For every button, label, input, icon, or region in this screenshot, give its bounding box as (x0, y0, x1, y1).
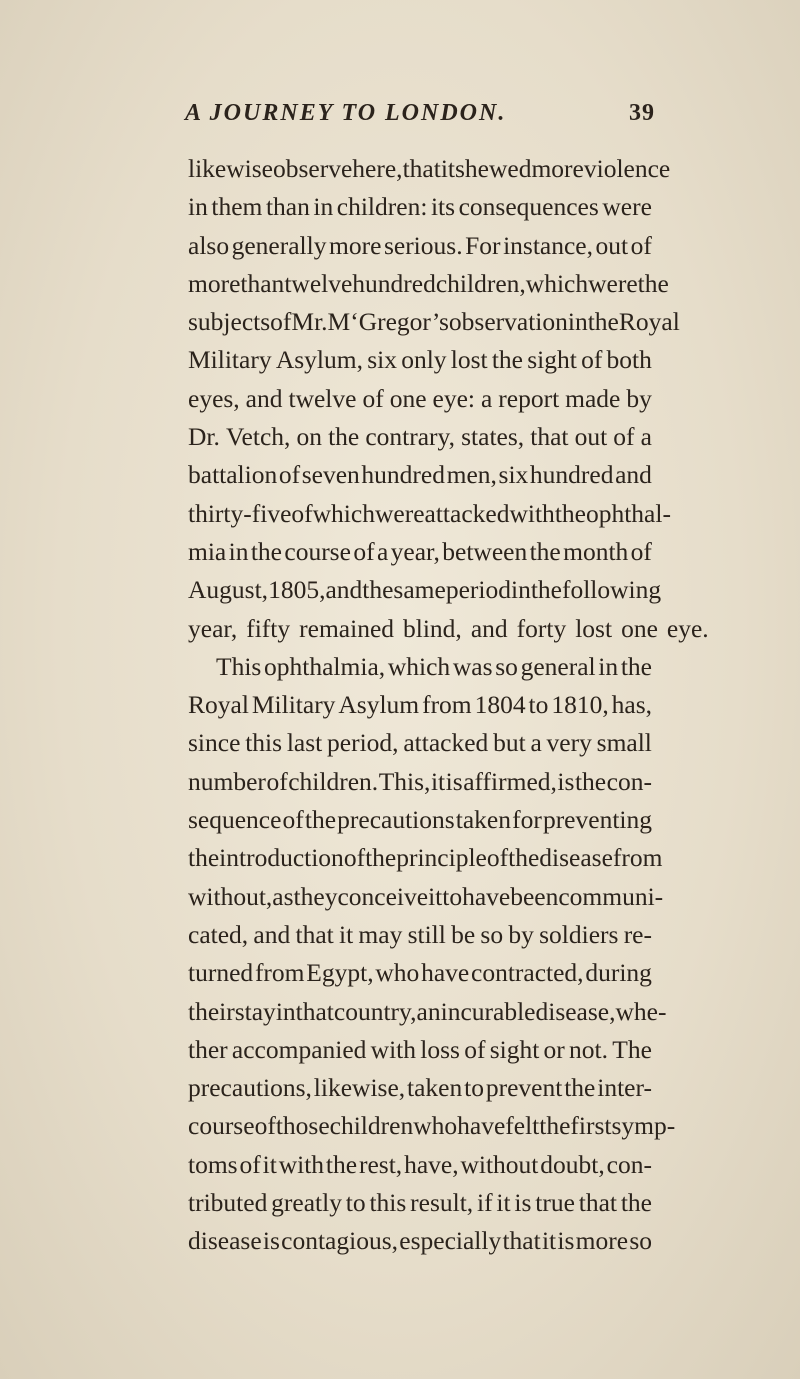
text-line: since this last period, attacked but a very small (188, 728, 652, 758)
text-line: also generally more serious. For instance, out of (188, 230, 652, 260)
text-line: precautions, likewise, taken to prevent the inter- (188, 1073, 652, 1103)
text-line: number of children. This, it is affirmed, is the con- (188, 766, 652, 796)
running-head (185, 100, 655, 130)
text-line: turned from Egypt, who have contracted, during (188, 958, 652, 988)
text-line: ther accompanied with loss of sight or not. The (188, 1034, 652, 1064)
page-number: 39 (629, 100, 655, 126)
text-line: cated, and that it may still be so by soldiers re- (188, 919, 652, 949)
body-text (188, 150, 709, 1261)
text-line: August, 1805, and the same period in the following (188, 575, 662, 605)
text-line: the introduction of the principle of the disease from (188, 843, 663, 873)
text-line: more than twelve hundred children, which were the (188, 268, 669, 298)
text-line: mia in the course of a year, between the month of (188, 536, 652, 566)
text-line: course of those children who have felt the first symp- (188, 1111, 676, 1141)
text-line: sequence of the precautions taken for preventing (188, 805, 652, 835)
text-line: thirty-five of which were attacked with the ophthal- (188, 498, 671, 528)
text-line: their stay in that country, an incurable disease, whe- (188, 996, 667, 1026)
text-line: Dr. Vetch, on the contrary, states, that out of a (188, 422, 652, 452)
text-line: subjects of Mr. M‘Gregor’s observation in the Royal (188, 307, 680, 337)
text-line: likewise observe here, that it shewed more violence (188, 154, 671, 183)
text-line: in them than in children: its consequences were (188, 192, 652, 222)
text-line: toms of it with the rest, have, without doubt, con- (188, 1149, 652, 1179)
text-line: battalion of seven hundred men, six hundred and (188, 460, 652, 490)
text-line: This ophthalmia, which was so general in the (216, 651, 652, 681)
text-line: Military Asylum, six only lost the sight of both (188, 345, 652, 375)
text-line: disease is contagious, especially that it is more so (188, 1226, 652, 1256)
text-line: eyes, and twelve of one eye: a report made by (188, 383, 652, 413)
text-line: without, as they conceive it to have been communi- (188, 881, 664, 911)
text-line: year, fifty remained blind, and forty lost one eye. (188, 613, 709, 643)
running-head-title: A JOURNEY TO LONDON. (185, 100, 507, 126)
text-line: tributed greatly to this result, if it is true that the (188, 1188, 652, 1218)
text-line: Royal Military Asylum from 1804 to 1810, has, (188, 690, 652, 720)
